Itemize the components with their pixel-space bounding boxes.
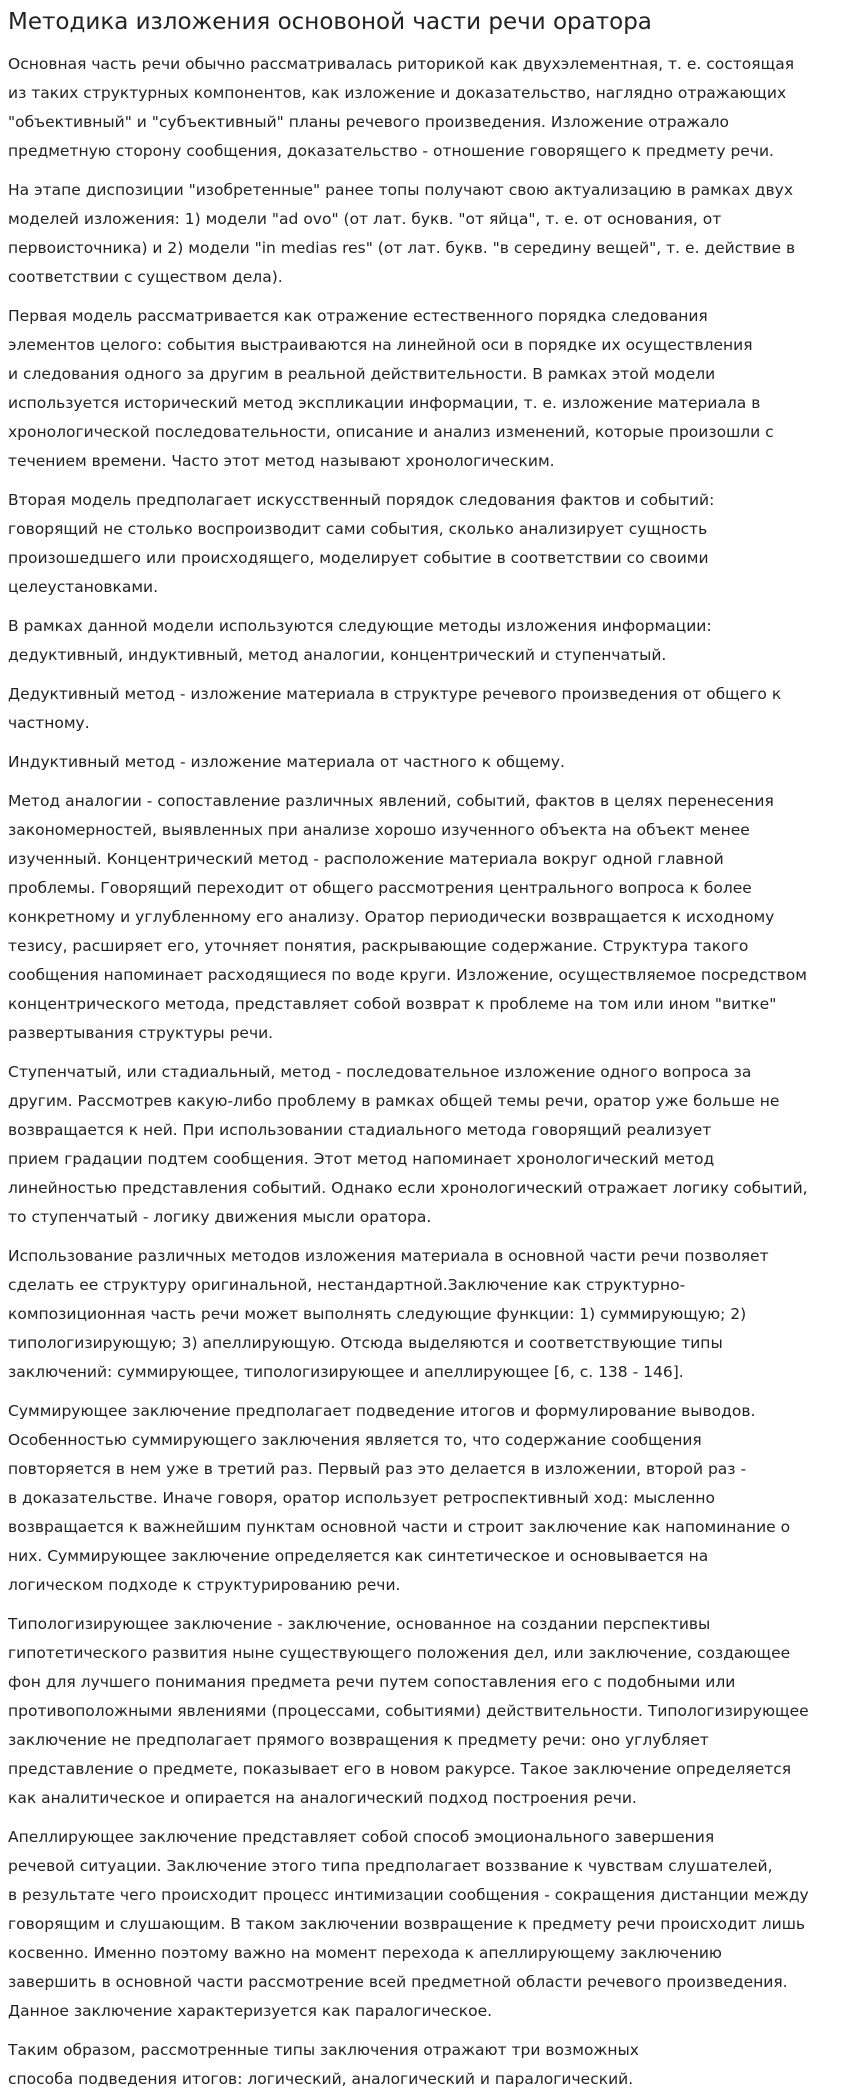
paragraph: Метод аналогии - сопоставление различных явлений, событий, фактов в целях перенесения закономерностей, выявленных при анализе хорошо изученного объекта на объект менее изученный. Концентрический метод - расположение материала вокруг одной главной проблемы. Говорящий переходит от общего рассмотрения центрального вопроса к более конкретному и углубленному его анализу. Оратор периодически возвращается к исходному тезису, расширяет его, уточняет понятия, раскрывающие содержание. Структура такого сообщения напоминает расходящиеся по воде круги. Изложение, осуществляемое посредством концентрического метода, представляет собой возврат к проблеме на том или ином "витке" развертывания структуры речи. [8,792,807,1042]
paragraph: Таким образом, рассмотренные типы заключения отражают три возможных способа подведения итогов: логический, аналогический и паралогический. [8,2041,639,2088]
paragraph: Вторая модель предполагает искусственный порядок следования фактов и событий: говорящий не столько воспроизводит сами события, сколько анализирует сущность произошедшего или происходящего, моделирует событие в соответствии со своими целеустановками. [8,491,715,596]
article-body [8,50,839,2094]
paragraph: Использование различных методов изложения материала в основной части речи позволяет сделать ее структуру оригинальной, нестандартной.Заключение как структурно- композиционная часть речи может выполнять следующие функции: 1) суммирующую; 2) типологизирующую; 3) апеллирующую. Отсюда выделяются и соответствующие типы заключений: суммирующее, типологизирующее и апеллирующее [6, с. 138 - 146]. [8,1247,769,1381]
page-title: Методика изложения основоной части речи оратора [8,9,652,35]
paragraph: Апеллирующее заключение представляет собой способ эмоционального завершения речевой ситуации. Заключение этого типа предполагает воззвание к чувствам слушателей, в результате чего происходит процесс интимизации сообщения - сокращения дистанции между говорящим и слушающим. В таком заключении возвращение к предмету речи происходит лишь косвенно. Именно поэтому важно на момент перехода к апеллирующему заключению завершить в основной части рассмотрение всей предметной области речевого произведения. Данное заключение характеризуется как паралогическое. [8,1828,809,2020]
paragraph: В рамках данной модели используются следующие методы изложения информации: дедуктивный, индуктивный, метод аналогии, концентрический и ступенчатый. [8,617,712,664]
paragraph: Индуктивный метод - изложение материала от частного к общему. [8,753,565,771]
paragraph: Типологизирующее заключение - заключение, основанное на создании перспективы гипотетического развития ныне существующего положения дел, или заключение, создающее фон для лучшего понимания предмета речи путем сопоставления его с подобными или противоположными явлениями (процессами, событиями) действительности. Типологизирующее заключение не предполагает прямого возвращения к предмету речи: оно углубляет представление о предмете, показывает его в новом ракурсе. Такое заключение определяется как аналитическое и опирается на аналогический подход построения речи. [8,1615,809,1807]
paragraph: Основная часть речи обычно рассматривалась риторикой как двухэлементная, т. е. состоящая из таких структурных компонентов, как изложение и доказательство, наглядно отражающих "объективный" и "субъективный" планы речевого произведения. Изложение отражало предметную сторону сообщения, доказательство - отношение говорящего к предмету речи. [8,55,795,160]
paragraph: На этапе диспозиции "изобретенные" ранее топы получают свою актуализацию в рамках двух моделей изложения: 1) модели "ad ovo" (от лат. букв. "от яйца", т. е. от основания, от первоисточника) и 2) модели "in medias res" (от лат. букв. "в середину вещей", т. е. действие в соответствии с существом дела). [8,181,796,286]
paragraph: Суммирующее заключение предполагает подведение итогов и формулирование выводов. Особенностью суммирующего заключения является то, что содержание сообщения повторяется в нем уже в третий раз. Первый раз это делается в изложении, второй раз - в доказательстве. Иначе говоря, оратор использует ретроспективный ход: мысленно возвращается к важнейшим пунктам основной части и строит заключение как напоминание о них. Суммирующее заключение определяется как синтетическое и основывается на логическом подходе к структурированию речи. [8,1402,791,1594]
paragraph: Первая модель рассматривается как отражение естественного порядка следования элементов целого: события выстраиваются на линейной оси в порядке их осуществления и следования одного за другим в реальной действительности. В рамках этой модели используется исторический метод экспликации информации, т. е. изложение материала в хронологической последовательности, описание и анализ изменений, которые произошли с течением времени. Часто этот метод называют хронологическим. [8,307,774,470]
paragraph: Ступенчатый, или стадиальный, метод - последовательное изложение одного вопроса за другим. Рассмотрев какую-либо проблему в рамках общей темы речи, оратор уже больше не возвращается к ней. При использовании стадиального метода говорящий реализует прием градации подтем сообщения. Этот метод напоминает хронологический метод линейностью представления событий. Однако если хронологический отражает логику событий, то ступенчатый - логику движения мысли оратора. [8,1063,808,1226]
paragraph: Дедуктивный метод - изложение материала в структуре речевого произведения от общего к частному. [8,685,782,732]
